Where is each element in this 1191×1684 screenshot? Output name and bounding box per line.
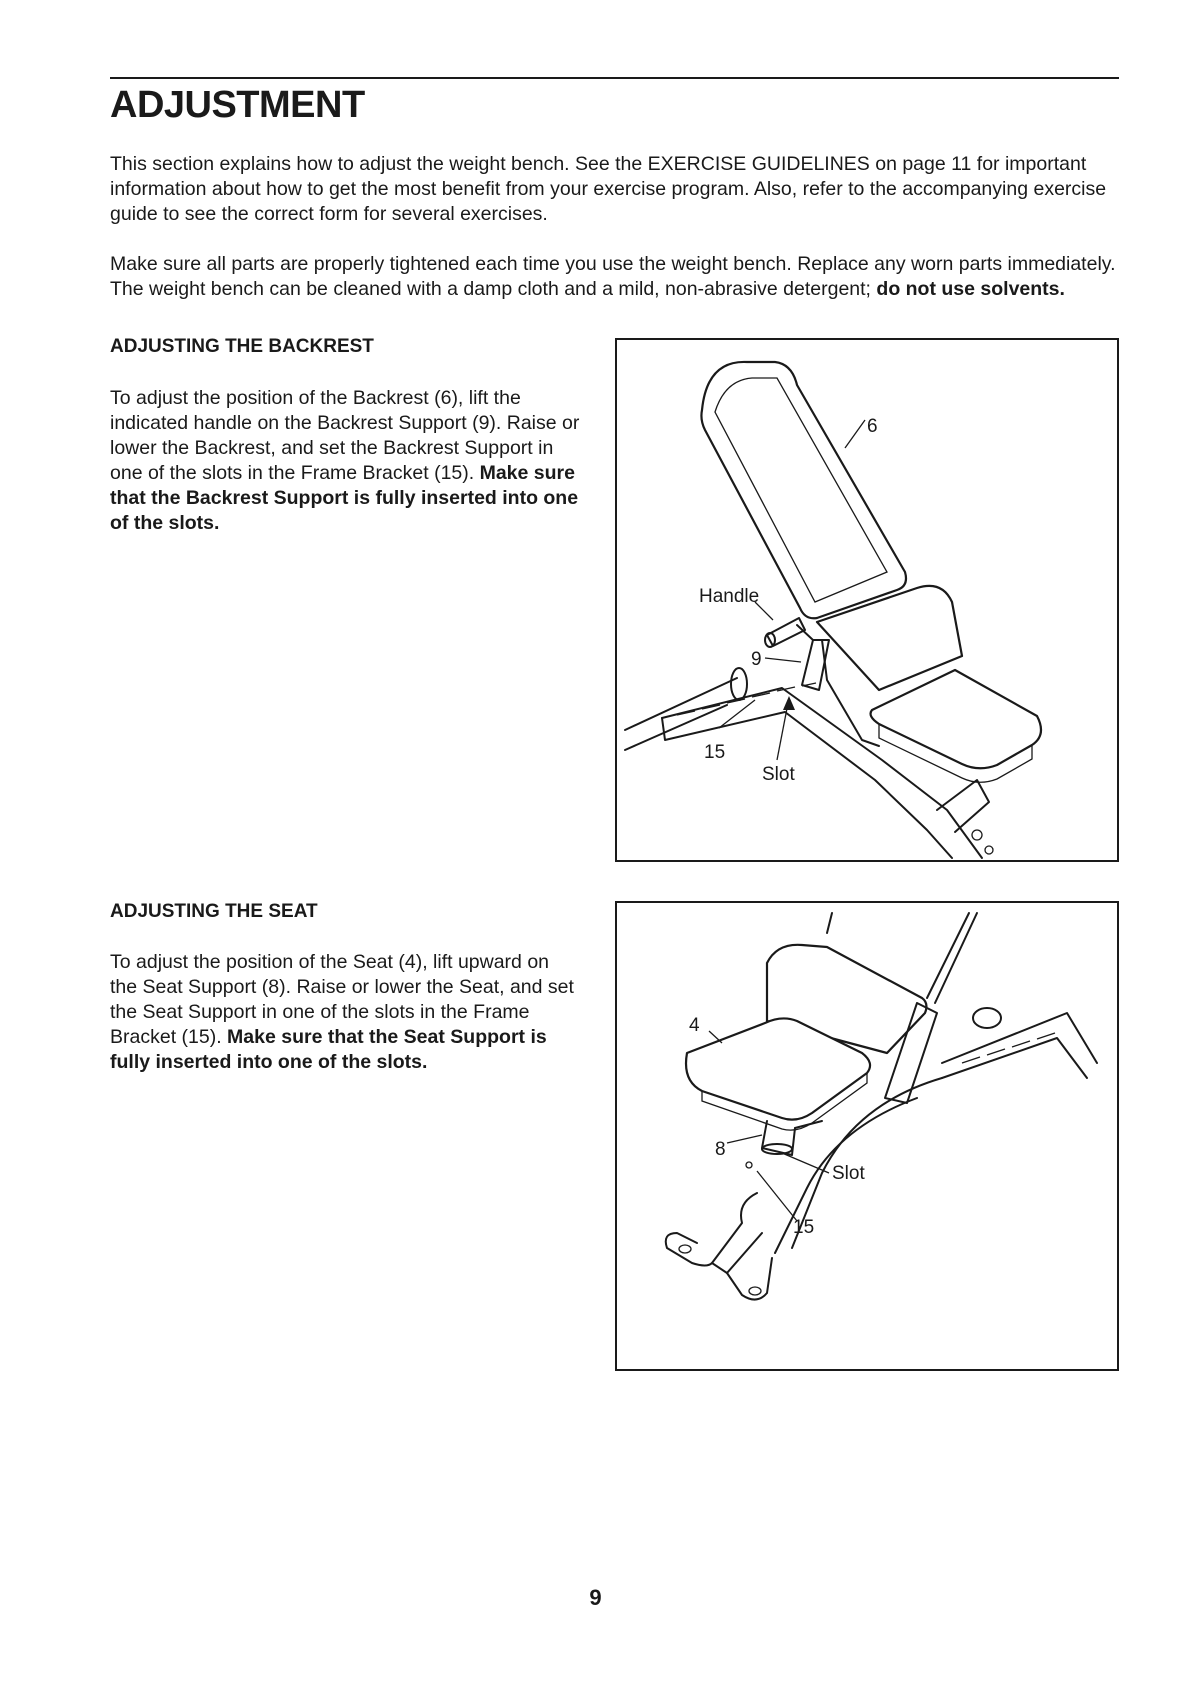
backrest-heading: ADJUSTING THE BACKREST (110, 336, 374, 357)
backrest-figure (615, 338, 1119, 862)
support-handle (767, 618, 805, 646)
seat-text: To adjust the position of the Seat (4), lift upward on the Seat Support (8). Raise or lower the Seat, and set the Seat Support in one of the slots in the Frame Bracket (15). (110, 951, 574, 1048)
frame-rail-top (942, 1013, 1097, 1063)
label-handle: Handle (699, 586, 760, 607)
front-leg (712, 1193, 762, 1273)
label-slot: Slot (762, 764, 795, 785)
label-seat: 4 (689, 1015, 700, 1036)
seat-warning: Make sure that the Seat Support is fully inserted into one of the slots. (110, 1026, 547, 1073)
leg-bolt (985, 846, 993, 854)
label-slot: Slot (832, 1163, 865, 1184)
slot-mark (962, 1057, 980, 1063)
leader-support (727, 1135, 762, 1143)
seat-instructions (110, 950, 580, 1075)
foot-bolt (749, 1287, 761, 1295)
backrest-edge-inner (927, 913, 969, 998)
leg-bolt (972, 830, 982, 840)
label-backrest: 6 (867, 416, 878, 437)
backrest-warning: Make sure that the Backrest Support is fully inserted into one of the slots. (110, 462, 579, 534)
backrest-illustration (617, 340, 1117, 860)
bracket-slots (962, 1033, 1055, 1063)
leader-backrest (845, 420, 865, 448)
foot-pad-left (666, 1233, 712, 1266)
label-bracket: 15 (793, 1217, 815, 1238)
maintenance-paragraph (110, 252, 1120, 302)
frame-rail-lower (942, 1038, 1087, 1078)
seat-support (762, 1121, 795, 1155)
label-support: 9 (751, 649, 762, 670)
seat-heading: ADJUSTING THE SEAT (110, 901, 318, 922)
rear-leg (937, 780, 989, 832)
slot-mark (1012, 1041, 1030, 1047)
page-title: ADJUSTMENT (110, 84, 365, 126)
top-rule (110, 77, 1119, 79)
rail-end-cap (731, 668, 747, 700)
backrest-text: To adjust the position of the Backrest (6), lift the indicated handle on the Backrest Support (9). Raise or lower the Backrest, and set the Backrest Support in one of the slots in the Frame Bracket (15). (110, 387, 580, 484)
page-number: 9 (589, 1585, 602, 1610)
foot-cap-rear (973, 1008, 1001, 1028)
seat-support-link (795, 1121, 822, 1128)
maintenance-warning: do not use solvents. (876, 278, 1065, 300)
slot-mark (1037, 1033, 1055, 1039)
label-bracket: 15 (704, 742, 726, 763)
backrest-instructions (110, 386, 580, 536)
backrest-edge (827, 913, 832, 933)
seat-pad (871, 670, 1041, 768)
frame-bolt (746, 1162, 752, 1168)
slot-arrow (783, 696, 795, 710)
label-support: 8 (715, 1139, 726, 1160)
seat-figure (615, 901, 1119, 1371)
leader-support (765, 658, 801, 662)
leader-bracket (757, 1171, 797, 1221)
backrest-edge-right (935, 913, 977, 1003)
seat-illustration (617, 903, 1117, 1369)
slot-mark (987, 1049, 1005, 1055)
intro-paragraph: This section explains how to adjust the weight bench. See the EXERCISE GUIDELINES on page 11 for important information about how to get the most benefit from your exercise program. Also, refer to the accompanying exercise guide to see the correct form for several exercises. (110, 153, 1107, 225)
foot-bolt (679, 1245, 691, 1253)
maintenance-text: Make sure all parts are properly tightened each time you use the weight bench. Replace any worn parts immediately. The weight bench can be cleaned with a damp cloth and a mild, non-abrasive detergent; (110, 253, 1116, 300)
